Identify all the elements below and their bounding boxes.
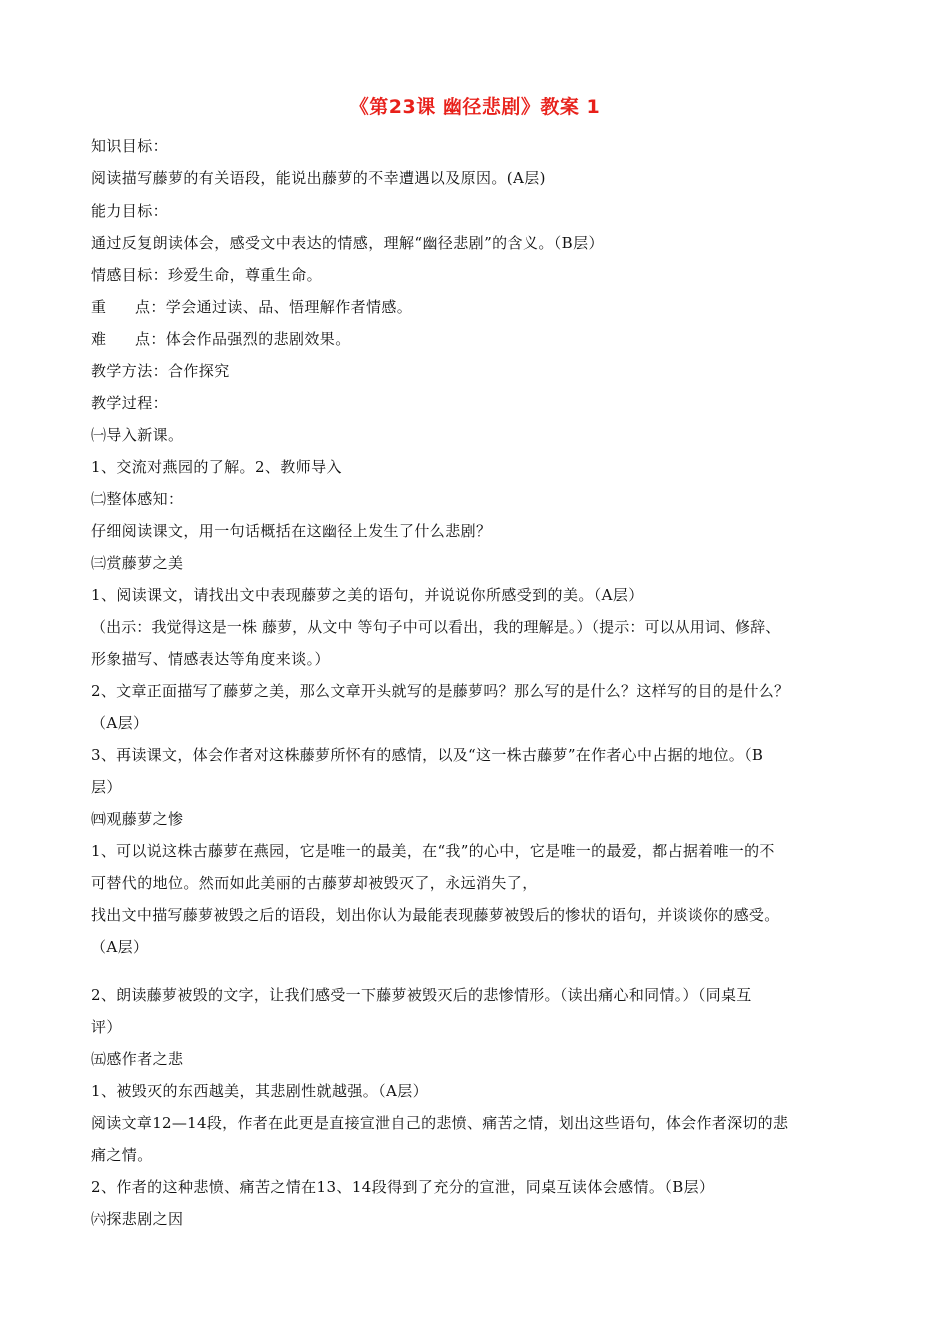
text-line: 3、再读课文，体会作者对这株藤萝所怀有的感情，以及“这一株古藤萝”在作者心中占据的地位。（B: [91, 746, 764, 764]
section-heading: ㈣观藤萝之惨: [91, 810, 184, 828]
text-line: 2、文章正面描写了藤萝之美，那么文章开头就写的是藤萝吗？那么写的是什么？这样写的目的是什么？: [91, 682, 790, 700]
section-heading: ㈠导入新课。: [91, 426, 184, 444]
text-line: 1、被毁灭的东西越美，其悲剧性就越强。（A层）: [91, 1082, 429, 1100]
text-line: 层）: [91, 778, 122, 796]
difficult-point-text: 点：体会作品强烈的悲剧效果。: [135, 330, 351, 348]
text-line: 1、阅读课文，请找出文中表现藤萝之美的语句，并说说你所感受到的美。（A层）: [91, 586, 644, 604]
document-title: 《第23课 幽径悲剧》教案 1: [349, 96, 601, 118]
text-line: 1、可以说这株古藤萝在燕园，它是唯一的最美，在“我”的心中，它是唯一的最爱，都占据着唯一的不: [91, 842, 775, 860]
text-line: 2、朗读藤萝被毁的文字，让我们感受一下藤萝被毁灭后的悲惨情形。（读出痛心和同情。）（同桌互: [91, 986, 752, 1004]
key-point-label: 重: [91, 298, 107, 316]
section-heading: ㈥探悲剧之因: [91, 1210, 184, 1228]
section-heading: ㈢赏藤萝之美: [91, 554, 184, 572]
text-line: 可替代的地位。然而如此美丽的古藤萝却被毁灭了，永远消失了，: [91, 874, 538, 892]
section-heading: ㈡整体感知：: [91, 490, 184, 508]
text-line: （A层）: [91, 938, 149, 956]
text-line: 痛之情。: [91, 1146, 153, 1164]
key-point-text: 点：学会通过读、品、悟理解作者情感。: [135, 298, 413, 316]
text-line: （A层）: [91, 714, 149, 732]
text-line: 阅读描写藤萝的有关语段，能说出藤萝的不幸遭遇以及原因。(A层): [91, 169, 546, 187]
text-line: 2、作者的这种悲愤、痛苦之情在13、14段得到了充分的宣泄，同桌互读体会感情。（B层）: [91, 1178, 715, 1196]
key-point-line: [91, 297, 412, 317]
difficult-point-label: 难: [91, 330, 107, 348]
text-line: 形象描写、情感表达等角度来谈。）: [91, 650, 330, 668]
text-line: 能力目标：: [91, 202, 169, 220]
text-line: 阅读文章12—14段，作者在此更是直接宣泄自己的悲愤、痛苦之情，划出这些语句，体会作者深切的悲: [91, 1114, 789, 1132]
difficult-point-line: [91, 329, 351, 349]
text-line: 评）: [91, 1018, 122, 1036]
text-line: 仔细阅读课文，用一句话概括在这幽径上发生了什么悲剧？: [91, 522, 492, 540]
text-line: （出示：我觉得这是一株 藤萝，从文中 等句子中可以看出，我的理解是。）（提示：可以从用词、修辞、: [91, 618, 781, 636]
text-line: 知识目标：: [91, 137, 169, 155]
text-line: 1、交流对燕园的了解。2、教师导入: [91, 458, 342, 476]
text-line: 教学过程：: [91, 394, 169, 412]
text-line: 教学方法：合作探究: [91, 362, 230, 380]
text-line: 通过反复朗读体会，感受文中表达的情感，理解“幽径悲剧”的含义。（B层）: [91, 234, 604, 252]
text-line: 找出文中描写藤萝被毁之后的语段，划出你认为最能表现藤萝被毁后的惨状的语句，并谈谈你的感受。: [91, 906, 780, 924]
section-heading: ㈤感作者之悲: [91, 1050, 184, 1068]
text-line: 情感目标：珍爱生命，尊重生命。: [91, 266, 323, 284]
